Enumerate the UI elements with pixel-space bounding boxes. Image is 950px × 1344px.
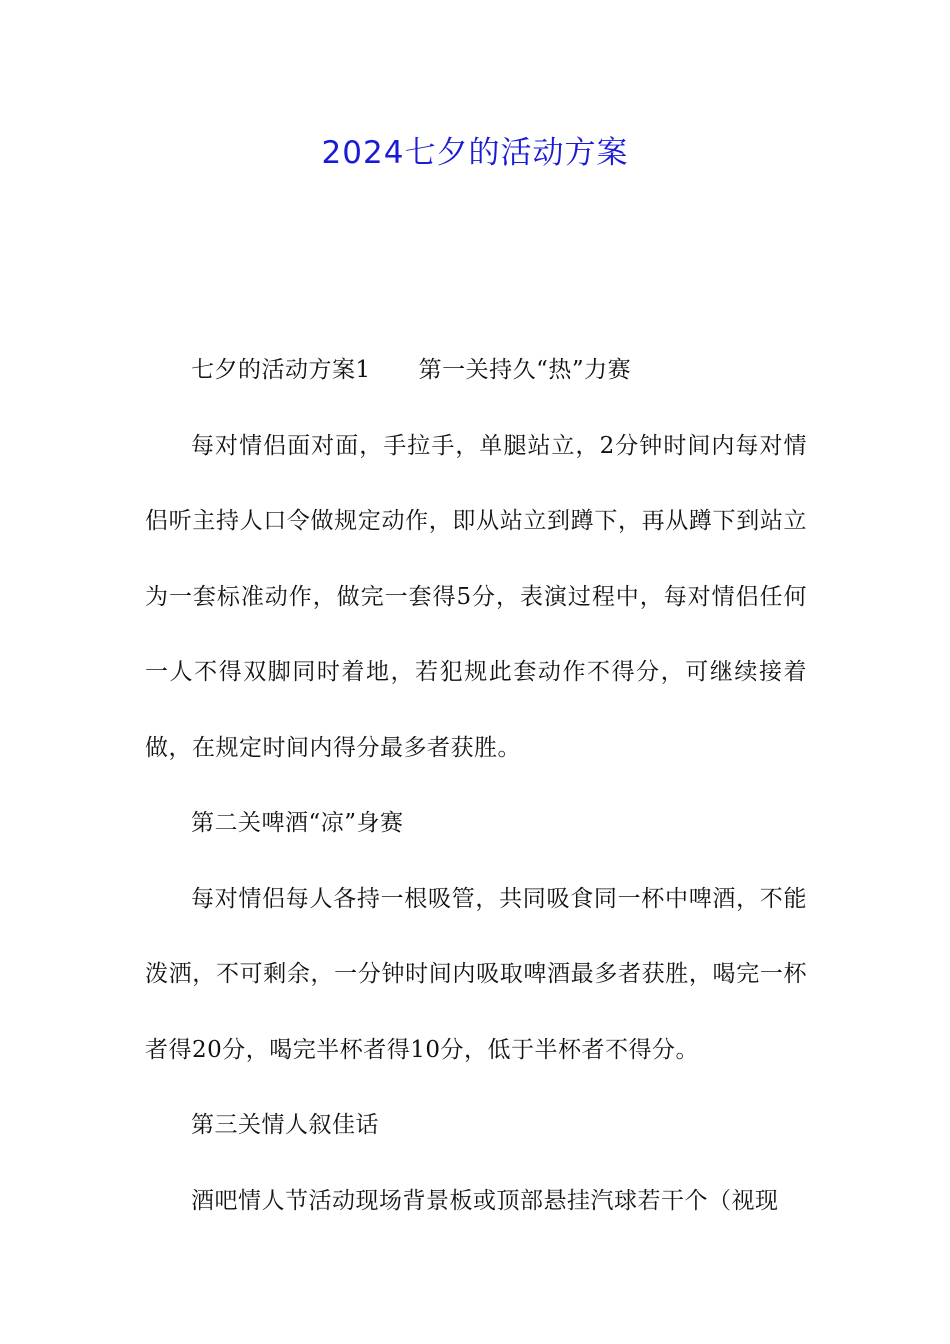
document-body (145, 333, 807, 1239)
paragraph-stage-one-rules: 每对情侣面对面，手拉手，单腿站立，2分钟时间内每对情侣听主持人口令做规定动作，即从站立到蹲下，再从蹲下到站立为一套标准动作，做完一套得5分，表演过程中，每对情侣任何一人不得双脚同时着地，若犯规此套动作不得分，可继续接着做，在规定时间内得分最多者获胜。 (145, 432, 807, 761)
document-title: 2024七夕的活动方案 (321, 135, 629, 171)
paragraph-stage-two-rules: 每对情侣每人各持一根吸管，共同吸食同一杯中啤酒，不能泼洒，不可剩余，一分钟时间内吸取啤酒最多者获胜，喝完一杯者得20分，喝完半杯者得10分，低于半杯者不得分。 (145, 885, 807, 1063)
paragraph-plan-heading (145, 333, 807, 409)
plan-label: 七夕的活动方案1 (191, 357, 371, 383)
paragraph-stage-three-rules: 酒吧情人节活动现场背景板或顶部悬挂汽球若干个（视现 (191, 1187, 779, 1214)
stage-one-heading: 第一关持久“热”力赛 (418, 357, 632, 383)
paragraph-stage-two-heading: 第二关啤酒“凉”身赛 (191, 810, 404, 836)
paragraph-stage-three-heading: 第三关情人叙佳话 (191, 1112, 379, 1138)
